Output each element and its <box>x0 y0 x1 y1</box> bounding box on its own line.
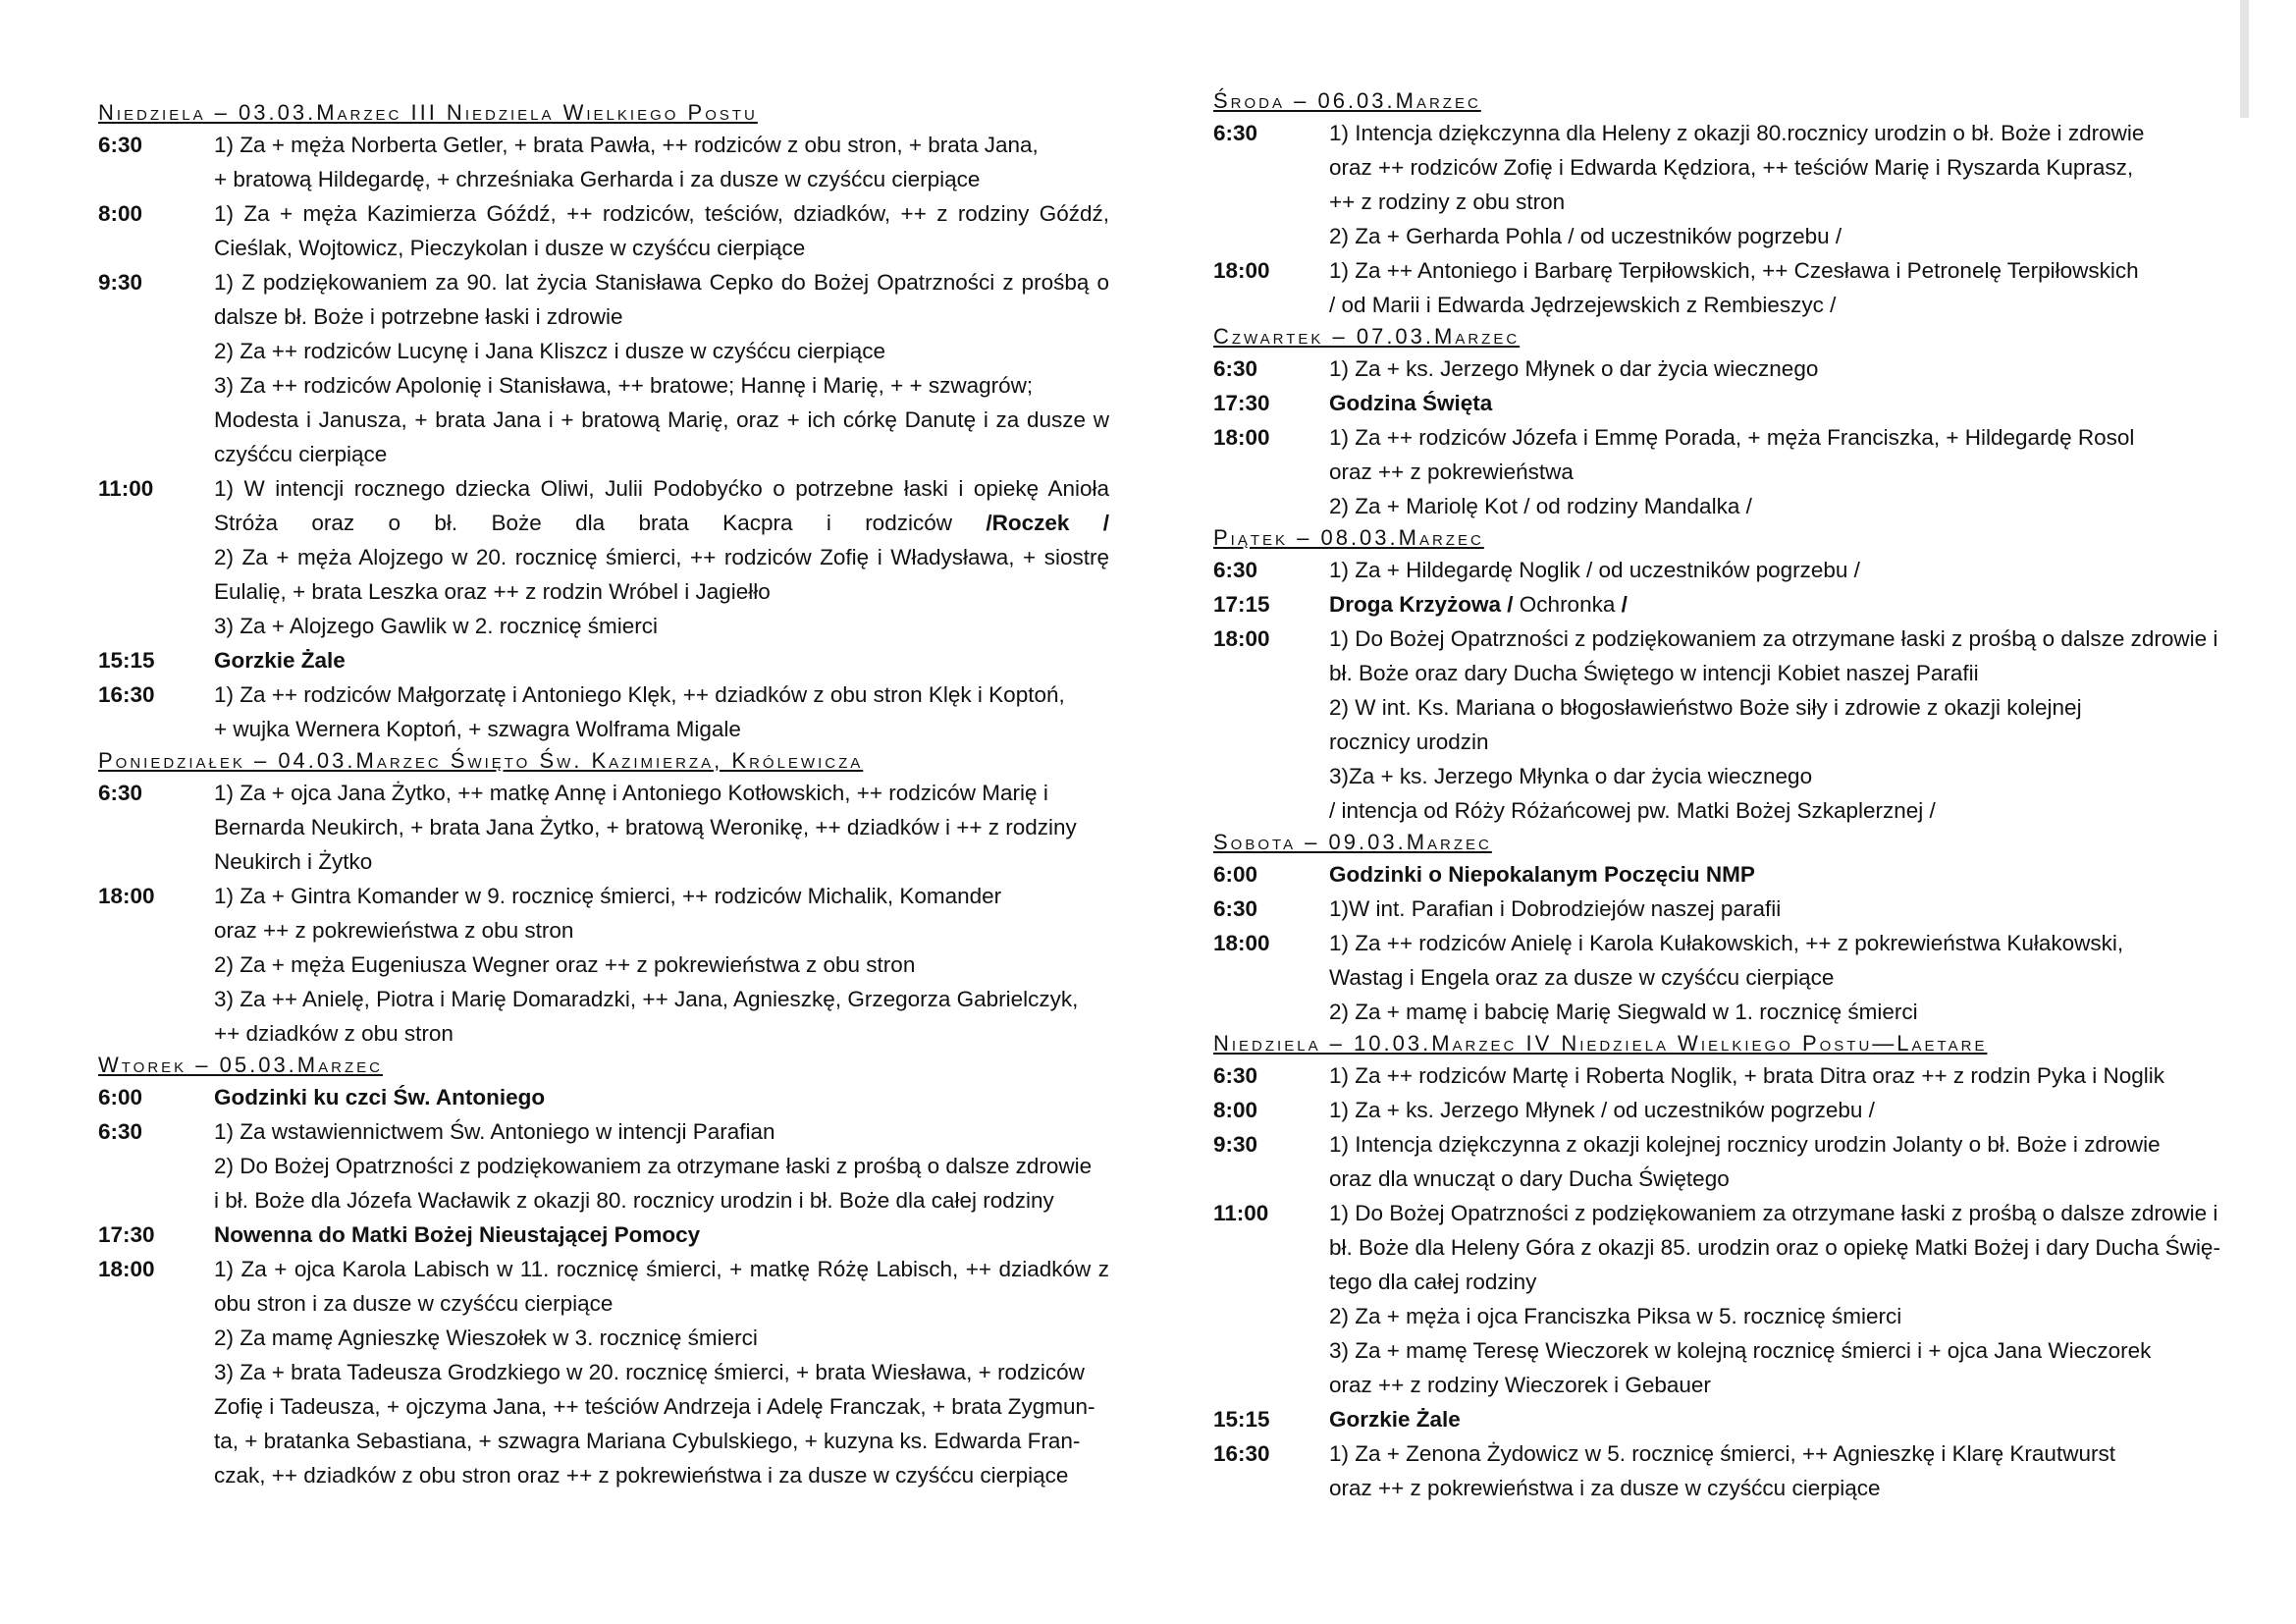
intention-line: Neukirch i Żytko <box>214 849 373 874</box>
intention-line: bł. Boże dla Heleny Góra z okazji 85. urodzin oraz o opiekę Matki Bożej i dary Ducha Świę- <box>1329 1235 2220 1260</box>
intention-line: czak, ++ dziadków z obu stron oraz ++ z pokrewieństwa i za dusze w czyśćcu cierpiące <box>214 1463 1069 1488</box>
day-header: Sobota – 09.03.Marzec <box>1213 830 1492 854</box>
intention-line: Gorzkie Żale <box>214 648 346 673</box>
intention-list <box>1329 420 2239 523</box>
intention-line: 3) Za ++ rodziców Apolonię i Stanisława, ++ bratowe; Hannę i Marię, + + szwagrów; <box>214 373 1034 398</box>
scrollbar-thumb[interactable] <box>2240 0 2249 118</box>
intention-list <box>214 677 1109 746</box>
intention-line: 2) Za + męża Alojzego w 20. rocznicę śmierci, ++ rodziców Zofię i Władysława, + siostrę <box>214 545 1109 569</box>
intention-line: 1) Za + ks. Jerzego Młynek / od uczestników pogrzebu / <box>1329 1098 1875 1122</box>
intention-line: 2) Za ++ rodziców Lucynę i Jana Kliszcz i dusze w czyśćcu cierpiące <box>214 339 886 363</box>
intention-line: oraz ++ rodziców Zofię i Edwarda Kędziora, ++ teściów Marię i Ryszarda Kuprasz, <box>1329 155 2134 180</box>
intention-line: 2) Do Bożej Opatrzności z podziękowaniem za otrzymane łaski z prośbą o dalsze zdrowie <box>214 1154 1093 1178</box>
intention-line: 3) Za + brata Tadeusza Grodzkiego w 20. rocznicę śmierci, + brata Wiesława, + rodziców <box>214 1360 1085 1384</box>
intention-line: 1) Za ++ rodziców Józefa i Emmę Porada, + męża Franciszka, + Hildegardę Rosol <box>1329 425 2135 450</box>
intention-line: 1) W intencji rocznego dziecka Oliwi, Julii Podobyćko o potrzebne łaski i opiekę Anioła <box>214 476 1109 501</box>
mass-time: 6:30 <box>1213 121 1258 145</box>
intention-line: Modesta i Janusza, + brata Jana i + bratową Marię, oraz + ich córkę Danutę i za dusze w <box>214 407 1109 432</box>
intention-line: obu stron i za dusze w czyśćcu cierpiące <box>214 1291 614 1316</box>
intention-line: + bratową Hildegardę, + chrześniaka Gerharda i za dusze w czyśćcu cierpiące <box>214 167 981 191</box>
mass-entry <box>1213 253 2239 322</box>
intention-line: ++ dziadków z obu stron <box>214 1021 454 1046</box>
day-header: Niedziela – 10.03.Marzec IV Niedziela Wielkiego Postu—Laetare <box>1213 1031 1988 1056</box>
intention-line: 3) Za ++ Anielę, Piotra i Marię Domaradzki, ++ Jana, Agnieszkę, Grzegorza Gabrielczyk, <box>214 987 1079 1011</box>
left-column <box>98 98 1109 1492</box>
mass-entry <box>1213 1127 2239 1196</box>
mass-time: 18:00 <box>98 884 155 908</box>
intention-line: Godzinki o Niepokalanym Poczęciu NMP <box>1329 862 1755 887</box>
mass-entry <box>98 879 1109 1051</box>
intention-line: ++ z rodziny z obu stron <box>1329 189 1566 214</box>
intention-line: Gorzkie Żale <box>1329 1407 1461 1432</box>
mass-time: 6:30 <box>98 781 143 805</box>
mass-time: 18:00 <box>1213 626 1270 651</box>
mass-time: 16:30 <box>98 682 155 707</box>
mass-time: 6:30 <box>1213 356 1258 381</box>
mass-time: 18:00 <box>1213 258 1270 283</box>
intention-list <box>1329 1402 2239 1436</box>
intention-line: i bł. Boże dla Józefa Wacławik z okazji 80. rocznicy urodzin i bł. Boże dla całej rodziny <box>214 1188 1054 1213</box>
intention-line: 2) Za + mamę i babcię Marię Siegwald w 1. rocznicę śmierci <box>1329 1000 1918 1024</box>
mass-entry <box>98 471 1109 643</box>
intention-list <box>1329 926 2239 1029</box>
mass-time: 6:00 <box>98 1085 143 1110</box>
mass-time: 11:00 <box>1213 1201 1269 1225</box>
mass-entry <box>1213 622 2239 828</box>
intention-list <box>214 1114 1109 1218</box>
mass-entry <box>1213 352 2239 386</box>
intention-line: 1) Za + ojca Karola Labisch w 11. rocznicę śmierci, + matkę Różę Labisch, ++ dziadków z <box>214 1257 1109 1281</box>
mass-time: 6:00 <box>1213 862 1258 887</box>
intention-line: 2) Za + Mariolę Kot / od rodziny Mandalka / <box>1329 494 1752 518</box>
intention-list <box>1329 857 2239 892</box>
intention-line: 2) Za + męża Eugeniusza Wegner oraz ++ z pokrewieństwa z obu stron <box>214 952 916 977</box>
intention-line: 1) Za + ojca Jana Żytko, ++ matkę Annę i Antoniego Kotłowskich, ++ rodziców Marię i <box>214 781 1048 805</box>
mass-time: 8:00 <box>98 201 143 226</box>
intention-line: oraz ++ z pokrewieństwa <box>1329 460 1574 484</box>
intention-line: 1) Za ++ rodziców Małgorzatę i Antoniego Klęk, ++ dziadków z obu stron Klęk i Koptoń, <box>214 682 1065 707</box>
intention-line <box>1329 587 2239 622</box>
intention-list <box>214 1252 1109 1492</box>
intention-list <box>1329 386 2239 420</box>
intention-list <box>214 265 1109 471</box>
intention-line: dalsze bł. Boże i potrzebne łaski i zdrowie <box>214 304 623 329</box>
intention-line: 1)W int. Parafian i Dobrodziejów naszej parafii <box>1329 896 1782 921</box>
intention-list <box>1329 352 2239 386</box>
mass-time: 6:30 <box>1213 558 1258 582</box>
mass-entry <box>1213 1196 2239 1402</box>
intention-line: 2) W int. Ks. Mariana o błogosławieństwo Boże siły i zdrowie z okazji kolejnej <box>1329 695 2082 720</box>
mass-entry <box>98 1080 1109 1114</box>
mass-entry <box>1213 116 2239 253</box>
intention-list <box>1329 253 2239 322</box>
mass-time: 11:00 <box>98 476 154 501</box>
intention-line: / intencja od Róży Różańcowej pw. Matki Bożej Szkaplerznej / <box>1329 798 1936 823</box>
mass-time: 18:00 <box>98 1257 155 1281</box>
mass-entry <box>1213 587 2239 622</box>
mass-entry <box>1213 926 2239 1029</box>
day-header: Piątek – 08.03.Marzec <box>1213 525 1484 550</box>
intention-list <box>214 128 1109 196</box>
intention-line: bł. Boże oraz dary Ducha Świętego w intencji Kobiet naszej Parafii <box>1329 661 1979 685</box>
intention-list <box>1329 1093 2239 1127</box>
intention-line: 1) Za + ks. Jerzego Młynek o dar życia wiecznego <box>1329 356 1819 381</box>
intention-line: Zofię i Tadeusza, + ojczyma Jana, ++ teściów Andrzeja i Adelę Franczak, + brata Zygmun- <box>214 1394 1095 1419</box>
intention-line: ta, + bratanka Sebastiana, + szwagra Mariana Cybulskiego, + kuzyna ks. Edwarda Fran- <box>214 1429 1081 1453</box>
intention-line: Bernarda Neukirch, + brata Jana Żytko, + bratową Weronikę, ++ dziadków i ++ z rodziny <box>214 815 1077 839</box>
intention-list <box>1329 1196 2239 1402</box>
intention-line: 1) Za + Hildegardę Noglik / od uczestników pogrzebu / <box>1329 558 1860 582</box>
intention-line: oraz ++ z pokrewieństwa i za dusze w czyśćcu cierpiące <box>1329 1476 1881 1500</box>
mass-time: 17:30 <box>1213 391 1270 415</box>
mass-entry <box>1213 1093 2239 1127</box>
intention-line: czyśćcu cierpiące <box>214 442 388 466</box>
intention-text: Droga Krzyżowa / <box>1329 592 1514 617</box>
intention-line: 1) Do Bożej Opatrzności z podziękowaniem za otrzymane łaski z prośbą o dalsze zdrowie i <box>1329 626 2218 651</box>
intention-note: /Roczek / <box>986 511 1109 535</box>
mass-time: 17:15 <box>1213 592 1270 617</box>
mass-time: 18:00 <box>1213 425 1270 450</box>
intention-list <box>1329 622 2239 828</box>
day-header: Czwartek – 07.03.Marzec <box>1213 324 1521 349</box>
mass-time: 17:30 <box>98 1222 155 1247</box>
intention-line: 1) Za + męża Kazimierza Góźdź, ++ rodziców, teściów, dziadków, ++ z rodziny Góźdź, <box>214 201 1109 226</box>
mass-entry <box>1213 420 2239 523</box>
intention-line: 1) Intencja dziękczynna z okazji kolejnej rocznicy urodzin Jolanty o bł. Boże i zdrowie <box>1329 1132 2161 1157</box>
intention-line: 2) Za mamę Agnieszkę Wieszołek w 3. rocznicę śmierci <box>214 1326 758 1350</box>
intention-line: 1) Za ++ rodziców Martę i Roberta Noglik, + brata Ditra oraz ++ z rodzin Pyka i Noglik <box>1329 1063 2164 1088</box>
mass-entry <box>1213 553 2239 587</box>
intention-line <box>214 506 1109 540</box>
intention-line: oraz ++ z rodziny Wieczorek i Gebauer <box>1329 1373 1711 1397</box>
intention-line: 1) Za + męża Norberta Getler, + brata Pawła, ++ rodziców z obu stron, + brata Jana, <box>214 133 1039 157</box>
intention-line: 3) Za + mamę Teresę Wieczorek w kolejną rocznicę śmierci i + ojca Jana Wieczorek <box>1329 1338 2152 1363</box>
mass-time: 16:30 <box>1213 1441 1270 1466</box>
mass-entry <box>98 1114 1109 1218</box>
mass-entry <box>1213 857 2239 892</box>
mass-time: 6:30 <box>98 133 143 157</box>
intention-list <box>214 879 1109 1051</box>
intention-line: Wastag i Engela oraz za dusze w czyśćcu cierpiące <box>1329 965 1835 990</box>
intention-line: 1) Z podziękowaniem za 90. lat życia Stanisława Cepko do Bożej Opatrzności z prośbą o <box>214 270 1109 295</box>
intention-line: 1) Za ++ rodziców Anielę i Karola Kułakowskich, ++ z pokrewieństwa Kułakowski, <box>1329 931 2124 955</box>
intention-line: rocznicy urodzin <box>1329 730 1489 754</box>
intention-line: oraz dla wnucząt o dary Ducha Świętego <box>1329 1166 1730 1191</box>
mass-time: 6:30 <box>1213 1063 1258 1088</box>
day-header: Wtorek – 05.03.Marzec <box>98 1053 383 1077</box>
mass-time: 15:15 <box>1213 1407 1270 1432</box>
mass-time: 6:30 <box>98 1119 143 1144</box>
mass-entry <box>98 128 1109 196</box>
intention-list <box>1329 587 2239 622</box>
mass-entry <box>98 677 1109 746</box>
intention-line: Nowenna do Matki Bożej Nieustającej Pomocy <box>214 1222 701 1247</box>
day-header: Środa – 06.03.Marzec <box>1213 88 1481 113</box>
mass-entry <box>98 1252 1109 1492</box>
intention-line: 1) Do Bożej Opatrzności z podziękowaniem za otrzymane łaski z prośbą o dalsze zdrowie i <box>1329 1201 2218 1225</box>
intention-line: 1) Za ++ Antoniego i Barbarę Terpiłowskich, ++ Czesława i Petronelę Terpiłowskich <box>1329 258 2139 283</box>
intention-list <box>214 471 1109 643</box>
intention-list <box>1329 1436 2239 1505</box>
intention-list <box>1329 1127 2239 1196</box>
intention-line: 1) Za + Gintra Komander w 9. rocznicę śmierci, ++ rodziców Michalik, Komander <box>214 884 1002 908</box>
right-column <box>1213 86 2239 1505</box>
intention-list <box>214 196 1109 265</box>
intention-slash: / <box>1621 592 1628 617</box>
intention-line: / od Marii i Edwarda Jędrzejewskich z Rembieszyc / <box>1329 293 1837 317</box>
intention-list <box>1329 553 2239 587</box>
mass-entry <box>1213 1436 2239 1505</box>
intention-line: 3) Za + Alojzego Gawlik w 2. rocznicę śmierci <box>214 614 659 638</box>
intention-line: Godzina Święta <box>1329 391 1493 415</box>
intention-list <box>1329 116 2239 253</box>
intention-line: 1) Za wstawiennictwem Św. Antoniego w intencji Parafian <box>214 1119 775 1144</box>
intention-list <box>214 643 1109 677</box>
mass-entry <box>1213 1058 2239 1093</box>
mass-entry <box>98 643 1109 677</box>
mass-time: 15:15 <box>98 648 155 673</box>
intention-line: 1) Intencja dziękczynna dla Heleny z okazji 80.rocznicy urodzin o bł. Boże i zdrowie <box>1329 121 2145 145</box>
mass-entry <box>1213 386 2239 420</box>
day-header: Poniedziałek – 04.03.Marzec Święto Św. Kazimierza, Królewicza <box>98 748 864 773</box>
mass-time: 9:30 <box>1213 1132 1258 1157</box>
intention-list <box>214 1080 1109 1114</box>
intention-line: 1) Za + Zenona Żydowicz w 5. rocznicę śmierci, ++ Agnieszkę i Klarę Krautwurst <box>1329 1441 2115 1466</box>
intention-line: oraz ++ z pokrewieństwa z obu stron <box>214 918 574 943</box>
mass-time: 6:30 <box>1213 896 1258 921</box>
intention-line: + wujka Wernera Koptoń, + szwagra Wolframa Migale <box>214 717 741 741</box>
intention-line: 2) Za + Gerharda Pohla / od uczestników pogrzebu / <box>1329 224 1842 248</box>
intention-line: Cieślak, Wojtowicz, Pieczykolan i dusze w czyśćcu cierpiące <box>214 236 806 260</box>
intention-text: Stróża oraz o bł. Boże dla brata Kacpra i rodziców <box>214 511 987 535</box>
mass-entry <box>98 196 1109 265</box>
intention-list <box>1329 892 2239 926</box>
intention-list <box>214 1218 1109 1252</box>
mass-entry <box>98 1218 1109 1252</box>
mass-time: 8:00 <box>1213 1098 1258 1122</box>
intention-list <box>1329 1058 2239 1093</box>
intention-line: 2) Za + męża i ojca Franciszka Piksa w 5. rocznicę śmierci <box>1329 1304 1902 1328</box>
mass-entry <box>98 265 1109 471</box>
intention-line: 3)Za + ks. Jerzego Młynka o dar życia wiecznego <box>1329 764 1813 788</box>
mass-time: 18:00 <box>1213 931 1270 955</box>
mass-entry <box>98 776 1109 879</box>
intention-list <box>214 776 1109 879</box>
mass-entry <box>1213 892 2239 926</box>
intention-line: tego dla całej rodziny <box>1329 1270 1537 1294</box>
intention-location: Ochronka <box>1513 592 1622 617</box>
mass-time: 9:30 <box>98 270 143 295</box>
mass-entry <box>1213 1402 2239 1436</box>
day-header: Niedziela – 03.03.Marzec III Niedziela Wielkiego Postu <box>98 100 758 125</box>
intention-line: Godzinki ku czci Św. Antoniego <box>214 1085 546 1110</box>
intention-line: Eulalię, + brata Leszka oraz ++ z rodzin Wróbel i Jagiełło <box>214 579 771 604</box>
